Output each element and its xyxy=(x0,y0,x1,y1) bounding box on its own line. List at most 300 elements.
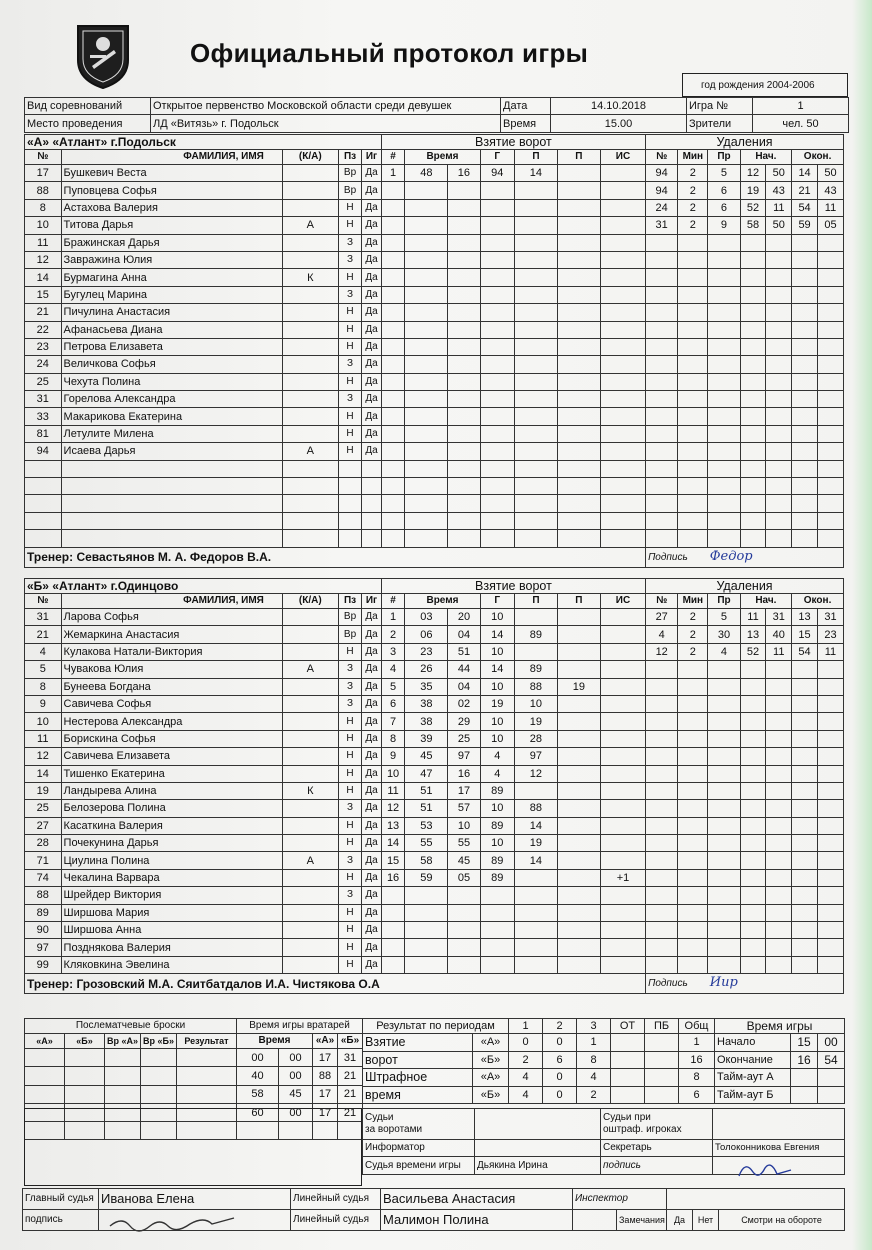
goal-assist-2 xyxy=(557,782,600,799)
penalty-player xyxy=(646,269,678,286)
goal-assist-2 xyxy=(557,835,600,852)
player-position: Н xyxy=(338,730,362,747)
goal-assist-2 xyxy=(557,730,600,747)
player-number: 5 xyxy=(25,661,62,678)
player-name: Ширшова Анна xyxy=(61,922,282,939)
shootout-col-4: Результат xyxy=(177,1034,237,1049)
coach-names: Тренер: Севастьянов М. А. Федоров В.А. xyxy=(25,547,646,567)
penalty-player xyxy=(646,939,678,956)
goal-number xyxy=(381,321,405,338)
penalty-reason xyxy=(708,495,740,512)
player-position: Н xyxy=(338,217,362,234)
table-row xyxy=(25,922,844,939)
goal-minute xyxy=(405,234,448,251)
penalty-reason xyxy=(708,251,740,268)
player-role xyxy=(282,338,338,355)
player-role xyxy=(282,425,338,442)
goal-second xyxy=(448,251,480,268)
goals-b-period-3 xyxy=(611,1051,645,1069)
table-row xyxy=(25,391,844,408)
table-row xyxy=(25,730,844,747)
penalty-reason xyxy=(708,782,740,799)
goal-minute xyxy=(405,373,448,390)
player-position: З xyxy=(338,800,362,817)
goal-situation xyxy=(600,460,645,477)
player-number: 12 xyxy=(25,748,62,765)
place-label: Место проведения xyxy=(25,115,151,132)
penalty-start-min: 11 xyxy=(740,609,766,626)
player-name: Жемаркина Анастасия xyxy=(61,626,282,643)
goal-assist-1: 14 xyxy=(514,852,557,869)
penalty-player xyxy=(646,321,678,338)
teamA-table xyxy=(24,134,844,568)
goalie-a: 17 xyxy=(313,1085,338,1103)
player-played: Да xyxy=(362,443,381,460)
goal-assist-1 xyxy=(514,425,557,442)
goals-b-period-4 xyxy=(645,1051,679,1069)
goal-number: 6 xyxy=(381,695,405,712)
goal-minute xyxy=(405,922,448,939)
goal-minute xyxy=(405,478,448,495)
penalty-end-min xyxy=(792,321,818,338)
player-played: Да xyxy=(362,661,381,678)
table-row xyxy=(25,835,844,852)
goal-situation xyxy=(600,626,645,643)
penalty-start-min xyxy=(740,338,766,355)
table-row xyxy=(25,939,844,956)
goal-assist-1 xyxy=(514,956,557,973)
penalty-reason xyxy=(708,939,740,956)
inspector-label: Инспектор xyxy=(573,1189,667,1210)
penalty-start-sec: 31 xyxy=(766,609,792,626)
goal-minute xyxy=(405,460,448,477)
penalty-minutes: 2 xyxy=(678,165,708,182)
penalty-reason xyxy=(708,408,740,425)
player-name: Савичева Софья xyxy=(61,695,282,712)
goal-scorer xyxy=(480,530,514,547)
player-role xyxy=(282,408,338,425)
penalty-end-sec xyxy=(817,321,843,338)
penalty-start-sec xyxy=(766,460,792,477)
goal-assist-1 xyxy=(514,408,557,425)
table-row xyxy=(25,956,844,973)
table-row xyxy=(25,338,844,355)
goal-number xyxy=(381,460,405,477)
shootout-col-1: «Б» xyxy=(65,1034,105,1049)
date-value: 14.10.2018 xyxy=(551,98,687,115)
player-name: Летулите Милена xyxy=(61,425,282,442)
goal-situation xyxy=(600,661,645,678)
line-judge-value-2: Малимон Полина xyxy=(381,1210,573,1231)
goal-assist-1 xyxy=(514,391,557,408)
penalty-reason xyxy=(708,478,740,495)
pen-b-team: «Б» xyxy=(473,1086,509,1104)
timeout-b-hour xyxy=(791,1086,818,1104)
penalty-start-sec xyxy=(766,782,792,799)
goal-second xyxy=(448,338,480,355)
penalty-end-min xyxy=(792,391,818,408)
goals-a-period-0: 0 xyxy=(509,1034,543,1052)
goal-assist-2 xyxy=(557,391,600,408)
table-row xyxy=(25,373,844,390)
penalty-start-min xyxy=(740,443,766,460)
goal-assist-2 xyxy=(557,443,600,460)
goal-scorer: 10 xyxy=(480,800,514,817)
penalty-start-min xyxy=(740,782,766,799)
penalty-player xyxy=(646,835,678,852)
player-position: Н xyxy=(338,835,362,852)
penalty-reason xyxy=(708,425,740,442)
penalty-minutes xyxy=(678,530,708,547)
penalty-start-min xyxy=(740,269,766,286)
shootout-cell xyxy=(65,1067,105,1085)
penalty-start-min xyxy=(740,904,766,921)
player-number: 19 xyxy=(25,782,62,799)
goal-second: 25 xyxy=(448,730,480,747)
penalty-end-min xyxy=(792,373,818,390)
player-number: 99 xyxy=(25,956,62,973)
informer-value xyxy=(475,1140,601,1157)
penalty-minutes xyxy=(678,939,708,956)
goal-minute xyxy=(405,887,448,904)
pen-b-period-2: 2 xyxy=(577,1086,611,1104)
goal-minute: 03 xyxy=(405,609,448,626)
penalty-start-min xyxy=(740,661,766,678)
penalty-minutes: 2 xyxy=(678,643,708,660)
goalie-second: 00 xyxy=(279,1067,313,1085)
goal-minute: 51 xyxy=(405,782,448,799)
player-name: Пичулина Анастасия xyxy=(61,304,282,321)
penalty-end-sec xyxy=(817,887,843,904)
goal-situation xyxy=(600,904,645,921)
penalty-minutes xyxy=(678,251,708,268)
goal-minute: 39 xyxy=(405,730,448,747)
goal-assist-2 xyxy=(557,609,600,626)
chief-signature-scribble xyxy=(108,1212,238,1234)
player-played: Да xyxy=(362,269,381,286)
penalty-end-sec: 50 xyxy=(817,165,843,182)
timekeeper-label: Судья времени игры xyxy=(363,1157,475,1174)
table-row xyxy=(25,234,844,251)
goal-second xyxy=(448,182,480,199)
goal-number xyxy=(381,443,405,460)
penalty-end-min xyxy=(792,304,818,321)
goal-number xyxy=(381,234,405,251)
penalty-player xyxy=(646,800,678,817)
shootout-cell xyxy=(105,1049,141,1067)
shootout-cell xyxy=(25,1085,65,1103)
goal-assist-1 xyxy=(514,373,557,390)
goal-number xyxy=(381,512,405,529)
goal-number: 2 xyxy=(381,626,405,643)
table-row xyxy=(25,782,844,799)
goal-scorer xyxy=(480,199,514,216)
penalty-start-sec xyxy=(766,730,792,747)
goal-assist-2 xyxy=(557,887,600,904)
player-number: 9 xyxy=(25,695,62,712)
penalty-player: 27 xyxy=(646,609,678,626)
goal-situation xyxy=(600,852,645,869)
penalty-end-sec xyxy=(817,495,843,512)
period-col-1: 2 xyxy=(543,1019,577,1034)
player-role xyxy=(282,495,338,512)
player-name: Горелова Александра xyxy=(61,391,282,408)
penalty-start-min xyxy=(740,512,766,529)
goal-second: 16 xyxy=(448,165,480,182)
player-role xyxy=(282,922,338,939)
penalty-start-sec xyxy=(766,713,792,730)
penalty-player: 24 xyxy=(646,199,678,216)
penalty-end-sec xyxy=(817,269,843,286)
player-position: Н xyxy=(338,338,362,355)
penalty-end-min xyxy=(792,478,818,495)
player-number: 25 xyxy=(25,373,62,390)
penalty-player: 94 xyxy=(646,165,678,182)
penalty-start-min xyxy=(740,956,766,973)
goal-assist-2 xyxy=(557,530,600,547)
date-label: Дата xyxy=(501,98,551,115)
penalty-end-min xyxy=(792,512,818,529)
player-position: Н xyxy=(338,304,362,321)
player-role: А xyxy=(282,217,338,234)
goal-assist-2 xyxy=(557,217,600,234)
goal-assist-2 xyxy=(557,251,600,268)
goal-second: 05 xyxy=(448,869,480,886)
penalty-end-min xyxy=(792,939,818,956)
penalty-reason: 5 xyxy=(708,609,740,626)
player-played: Да xyxy=(362,695,381,712)
goal-scorer: 14 xyxy=(480,626,514,643)
goal-assist-1 xyxy=(514,869,557,886)
player-role xyxy=(282,251,338,268)
player-position xyxy=(338,495,362,512)
goal-second: 04 xyxy=(448,678,480,695)
shootout-cell xyxy=(65,1049,105,1067)
goal-minute xyxy=(405,304,448,321)
player-played: Да xyxy=(362,956,381,973)
table-row xyxy=(25,478,844,495)
penalty-minutes xyxy=(678,765,708,782)
penalty-reason xyxy=(708,356,740,373)
goals-b-period-2: 8 xyxy=(577,1051,611,1069)
goal-scorer: 89 xyxy=(480,817,514,834)
inspector-value xyxy=(667,1189,845,1210)
penalty-start-sec xyxy=(766,765,792,782)
penalty-start-sec xyxy=(766,251,792,268)
player-played: Да xyxy=(362,338,381,355)
shootout-extra-box xyxy=(24,1108,362,1186)
goals-title: Взятие ворот xyxy=(381,135,645,150)
pen-a-team: «А» xyxy=(473,1069,509,1087)
goal-situation xyxy=(600,695,645,712)
player-position: З xyxy=(338,234,362,251)
penalty-reason xyxy=(708,321,740,338)
goal-number xyxy=(381,356,405,373)
goal-assist-1 xyxy=(514,512,557,529)
penalty-start-sec: 50 xyxy=(766,165,792,182)
penalty-player xyxy=(646,730,678,747)
goal-situation xyxy=(600,922,645,939)
penalty-end-min xyxy=(792,765,818,782)
goal-assist-1 xyxy=(514,286,557,303)
penalty-start-sec xyxy=(766,269,792,286)
penalty-end-min xyxy=(792,887,818,904)
penalty-end-min xyxy=(792,800,818,817)
goal-second xyxy=(448,887,480,904)
player-played: Да xyxy=(362,304,381,321)
penalty-end-min: 59 xyxy=(792,217,818,234)
goal-minute: 51 xyxy=(405,800,448,817)
penalty-start-min xyxy=(740,817,766,834)
goal-assist-2 xyxy=(557,304,600,321)
table-row xyxy=(25,321,844,338)
penalty-start-sec xyxy=(766,852,792,869)
goal-number xyxy=(381,939,405,956)
secretary-value: Толоконникова Евгения xyxy=(713,1140,845,1157)
end-hour: 16 xyxy=(791,1051,818,1069)
end-minute: 54 xyxy=(818,1051,845,1069)
player-role xyxy=(282,800,338,817)
birth-years-box xyxy=(682,73,848,97)
col-header-ka: (К/А) xyxy=(282,594,338,609)
player-name: Борискина Софья xyxy=(61,730,282,747)
player-name xyxy=(61,495,282,512)
goal-minute: 06 xyxy=(405,626,448,643)
goal-second xyxy=(448,286,480,303)
player-number: 31 xyxy=(25,391,62,408)
penalty-start-min: 13 xyxy=(740,626,766,643)
goal-minute xyxy=(405,199,448,216)
player-number: 74 xyxy=(25,869,62,886)
penalty-end-sec xyxy=(817,748,843,765)
timeout-b-minute xyxy=(818,1086,845,1104)
time-label: Время xyxy=(501,115,551,132)
goal-situation xyxy=(600,800,645,817)
goal-minute: 48 xyxy=(405,165,448,182)
player-name: Величкова Софья xyxy=(61,356,282,373)
goal-situation xyxy=(600,373,645,390)
penalty-start-sec xyxy=(766,869,792,886)
penalty-reason xyxy=(708,286,740,303)
pen-b-period-3 xyxy=(611,1086,645,1104)
goal-assist-2 xyxy=(557,321,600,338)
goal-assist-2 xyxy=(557,939,600,956)
line-judge-label-2: Линейный судья xyxy=(291,1210,381,1231)
goal-number xyxy=(381,373,405,390)
penalty-end-min: 13 xyxy=(792,609,818,626)
goal-second: 51 xyxy=(448,643,480,660)
penalty-minutes xyxy=(678,408,708,425)
goal-situation xyxy=(600,713,645,730)
penalty-end-min xyxy=(792,730,818,747)
goal-assist-1 xyxy=(514,939,557,956)
col-header-end: Окон. xyxy=(792,150,844,165)
col-header-num: № xyxy=(25,150,62,165)
goal-scorer xyxy=(480,408,514,425)
player-position: З xyxy=(338,852,362,869)
pen-a-period-3 xyxy=(611,1069,645,1087)
table-row xyxy=(25,643,844,660)
goal-assist-1: 88 xyxy=(514,800,557,817)
penalty-end-sec xyxy=(817,765,843,782)
goal-second: 02 xyxy=(448,695,480,712)
penalty-minutes xyxy=(678,443,708,460)
penalty-start-min: 52 xyxy=(740,199,766,216)
goal-assist-1: 88 xyxy=(514,678,557,695)
player-number: 11 xyxy=(25,234,62,251)
col-header-pz: Пз xyxy=(338,150,362,165)
goal-assist-2 xyxy=(557,356,600,373)
penalty-end-sec xyxy=(817,956,843,973)
penalty-start-sec xyxy=(766,530,792,547)
penalty-end-sec xyxy=(817,338,843,355)
goal-scorer xyxy=(480,269,514,286)
table-row xyxy=(25,887,844,904)
player-role xyxy=(282,234,338,251)
player-number: 4 xyxy=(25,643,62,660)
place-value: ЛД «Витязь» г. Подольск xyxy=(151,115,501,132)
see-back-label: Смотри на обороте xyxy=(719,1210,845,1231)
goal-situation xyxy=(600,443,645,460)
player-number xyxy=(25,512,62,529)
goal-second xyxy=(448,199,480,216)
penalty-reason: 6 xyxy=(708,182,740,199)
table-row xyxy=(363,1069,715,1087)
goal-number: 1 xyxy=(381,165,405,182)
col-header-g: Г xyxy=(480,594,514,609)
game-number-label: Игра № xyxy=(687,98,753,115)
player-number xyxy=(25,478,62,495)
penalty-start-sec xyxy=(766,922,792,939)
goal-minute xyxy=(405,443,448,460)
goal-assist-1 xyxy=(514,251,557,268)
penalty-minutes xyxy=(678,695,708,712)
player-played: Да xyxy=(362,373,381,390)
goalie-b: 21 xyxy=(338,1085,363,1103)
goal-number xyxy=(381,217,405,234)
goals-a-label: Взятие xyxy=(363,1034,473,1052)
game-number-value: 1 xyxy=(753,98,849,115)
table-row xyxy=(25,182,844,199)
penalty-reason xyxy=(708,695,740,712)
penalty-start-min: 58 xyxy=(740,217,766,234)
goal-number: 12 xyxy=(381,800,405,817)
goal-situation: +1 xyxy=(600,869,645,886)
penalty-end-sec xyxy=(817,443,843,460)
player-played: Да xyxy=(362,887,381,904)
col-header-g: Г xyxy=(480,150,514,165)
table-row xyxy=(25,460,844,477)
player-role: К xyxy=(282,269,338,286)
penalty-minutes xyxy=(678,304,708,321)
goal-minute xyxy=(405,512,448,529)
table-row xyxy=(715,1034,845,1052)
penalty-minutes xyxy=(678,904,708,921)
goal-situation xyxy=(600,356,645,373)
penalty-reason xyxy=(708,373,740,390)
goal-assist-2 xyxy=(557,852,600,869)
player-played: Да xyxy=(362,217,381,234)
player-position: Н xyxy=(338,713,362,730)
penalty-start-sec xyxy=(766,443,792,460)
goal-situation xyxy=(600,165,645,182)
goal-situation xyxy=(600,495,645,512)
goal-number xyxy=(381,304,405,321)
table-row xyxy=(25,800,844,817)
goal-assist-2 xyxy=(557,199,600,216)
penalty-player: 31 xyxy=(646,217,678,234)
penalties-title: Удаления xyxy=(646,135,844,150)
